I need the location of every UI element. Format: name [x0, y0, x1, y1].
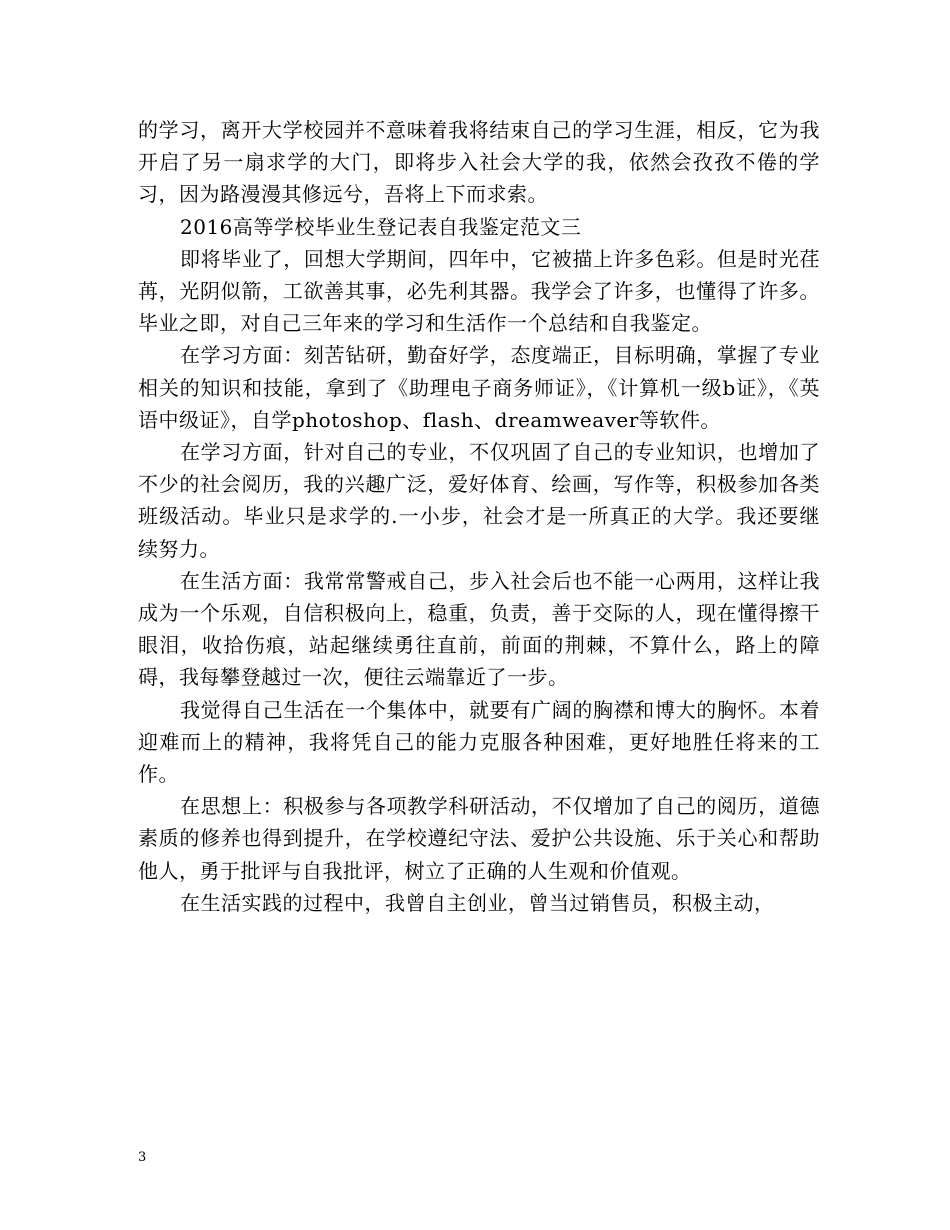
document-body — [138, 114, 820, 919]
page-number: 3 — [138, 1150, 147, 1165]
paragraph-practice: 在生活实践的过程中，我曾自主创业，曾当过销售员，积极主动， — [180, 890, 775, 915]
paragraph-thought: 在思想上：积极参与各项教学科研活动，不仅增加了自己的阅历，道德素质的修养也得到提升，在学校遵纪守法、爱护公共设施、乐于关心和帮助他人，勇于批评与自我批评，树立了正确的人生观和价值观。 — [138, 794, 820, 883]
paragraph-life: 在生活方面：我常常警戒自己，步入社会后也不能一心两用，这样让我成为一个乐观，自信积极向上，稳重，负责，善于交际的人，现在懂得擦干眼泪，收拾伤痕，站起继续勇往直前，前面的荆棘，不算什么，路上的障碍，我每攀登越过一次，便往云端靠近了一步。 — [138, 568, 820, 690]
paragraph-study: 在学习方面：刻苦钻研，勤奋好学，态度端正，目标明确，掌握了专业相关的知识和技能，拿到了《助理电子商务师证》，《计算机一级b证》，《英语中级证》，自学photoshop、flash、dreamweaver等软件。 — [138, 343, 820, 432]
section-heading: 2016高等学校毕业生登记表自我鉴定范文三 — [180, 214, 582, 239]
paragraph-intro: 即将毕业了，回想大学期间，四年中，它被描上许多色彩。但是时光荏苒，光阴似箭，工欲善其事，必先利其器。我学会了许多，也懂得了许多。毕业之即，对自己三年来的学习和生活作一个总结和自我鉴定。 — [138, 246, 820, 336]
paragraph-continuation: 的学习，离开大学校园并不意味着我将结束自己的学习生涯，相反，它为我开启了另一扇求学的大门，即将步入社会大学的我，依然会孜孜不倦的学习，因为路漫漫其修远兮，吾将上下而求索。 — [138, 118, 820, 207]
paragraph-study-2: 在学习方面，针对自己的专业，不仅巩固了自己的专业知识，也增加了不少的社会阅历，我的兴趣广泛，爱好体育、绘画，写作等，积极参加各类班级活动。毕业只是求学的.一小步，社会才是一所真正的大学。我还要继续努力。 — [138, 440, 820, 561]
paragraph-collective: 我觉得自己生活在一个集体中，就要有广阔的胸襟和博大的胸怀。本着迎难而上的精神，我将凭自己的能力克服各种困难，更好地胜任将来的工作。 — [138, 697, 820, 787]
